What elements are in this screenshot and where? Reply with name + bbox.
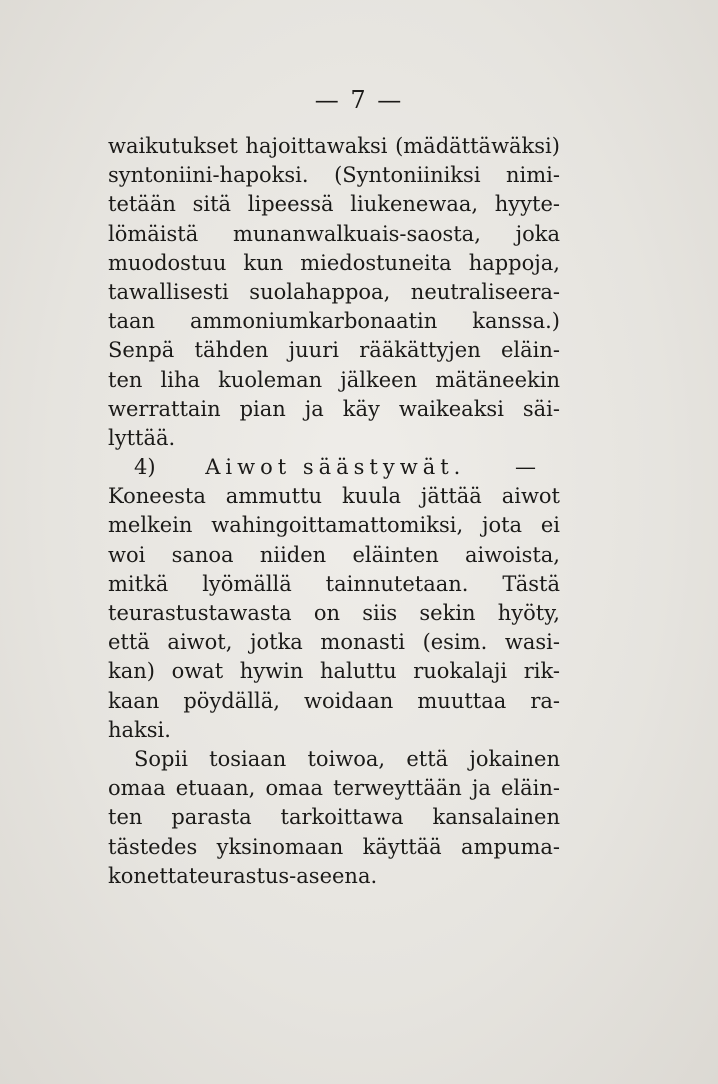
word: lipeessä [247, 192, 334, 217]
word: — [515, 455, 536, 480]
word: siis [362, 601, 398, 625]
word: Senpä [108, 338, 175, 363]
text-line [108, 745, 560, 774]
word: ammoniumkarbonaatin [190, 309, 438, 334]
word: miedostuneita [300, 250, 452, 275]
text-line [108, 687, 560, 716]
text-line [108, 453, 560, 482]
word: tawallisesti [108, 279, 229, 304]
word: wahingoittamattomiksi, [211, 513, 464, 538]
text-line [108, 657, 560, 686]
word: ei [540, 513, 560, 538]
word: käyttää [362, 834, 442, 859]
word: omaa [108, 776, 166, 801]
word: monasti [320, 630, 405, 655]
word: Aiwot säästywät. [205, 455, 466, 480]
word: parasta [171, 805, 252, 830]
word: ten [108, 367, 143, 392]
word: lyömällä [202, 571, 292, 596]
word: ja [304, 396, 324, 421]
word: tarkoittawa [280, 805, 404, 830]
word: mitkä [108, 571, 169, 596]
word: etuaan, [175, 776, 256, 801]
word: kan) [108, 659, 155, 684]
word: mätäneekin [435, 367, 560, 392]
text-line [108, 220, 560, 249]
word: wasi- [504, 630, 560, 655]
word: hywin [239, 659, 304, 684]
text-line [108, 366, 560, 395]
text-line [108, 249, 560, 278]
text-line [108, 336, 560, 365]
word: neutraliseera- [410, 279, 560, 304]
text-line [108, 541, 560, 570]
word: joka [515, 221, 560, 246]
word: Koneesta [108, 484, 206, 509]
word: ruokalaji [413, 659, 508, 684]
word: yksinomaan [216, 834, 344, 859]
page-number: — 7 — [314, 86, 404, 114]
word: teurastus-aseena. [188, 863, 378, 888]
word: jokainen [469, 746, 560, 771]
word: kanssa.) [472, 309, 560, 334]
word: lömäistä [108, 221, 199, 246]
word: aiwot [501, 484, 560, 509]
word: eläin- [500, 776, 560, 801]
word: happoja, [468, 250, 560, 275]
word: liukenewaa, [350, 192, 479, 217]
word: owat [171, 659, 224, 684]
word: kuula [341, 484, 401, 509]
word: woidaan [303, 688, 394, 713]
word: että [406, 746, 449, 771]
word: werrattain [108, 396, 221, 421]
word: ja [471, 776, 491, 801]
word: eläinten [352, 542, 439, 567]
word: 4) [134, 455, 156, 480]
word: jättää [420, 484, 482, 509]
text-line [108, 862, 560, 891]
word: sitä [192, 192, 232, 217]
word: pöydällä, [183, 688, 280, 713]
word: Tästä [502, 571, 560, 596]
word: hajoittawaksi [245, 134, 388, 158]
word: tainnutetaan. [325, 571, 469, 596]
word: niiden [259, 542, 327, 567]
word: haluttu [319, 659, 397, 684]
word: nimi- [506, 163, 560, 188]
word: pian [239, 396, 286, 421]
word: sanoa [171, 542, 234, 567]
text-line [108, 833, 560, 862]
word: säi- [522, 396, 560, 421]
word: rääkättyjen [359, 338, 481, 363]
word: että [108, 630, 150, 655]
word: tosiaan [209, 746, 287, 771]
word: suolahappoa, [249, 279, 391, 304]
word: juuri [288, 338, 339, 363]
text-line [108, 716, 560, 745]
text-line [108, 132, 560, 161]
word: terweyttään [333, 776, 462, 801]
word: konetta [108, 863, 189, 888]
word: teurastustawasta [108, 601, 292, 625]
word: Sopii [134, 746, 188, 771]
word: rik- [523, 659, 560, 684]
text-line [108, 395, 560, 424]
word: hyyte- [494, 192, 560, 217]
word: ten [108, 805, 143, 830]
word: kun [243, 250, 284, 275]
word: taan [108, 309, 156, 334]
word: aiwoista, [465, 542, 560, 567]
word: jälkeen [340, 367, 418, 392]
text-line [108, 161, 560, 190]
text-line [108, 774, 560, 803]
word: muodostuu [108, 250, 227, 275]
word: ra- [530, 688, 560, 713]
text-line [108, 599, 560, 628]
word: tähden [194, 338, 269, 363]
word: jotka [249, 630, 303, 655]
word: liha [160, 367, 201, 392]
word: lyttää. [108, 425, 176, 450]
word: syntoniini-hapoksi. [108, 163, 309, 188]
word: sekin [419, 601, 476, 625]
word: aiwot, [167, 630, 233, 655]
word: (Syntoniiniksi [334, 163, 481, 188]
word: kaan [108, 688, 160, 713]
word: muuttaa [417, 688, 507, 713]
word: eläin- [500, 338, 560, 363]
text-line [108, 803, 560, 832]
word: munanwalkuais-saosta, [232, 221, 481, 246]
word: kansalainen [432, 805, 560, 830]
text-line [108, 307, 560, 336]
word: ampuma- [461, 834, 560, 859]
word: tetään [108, 192, 176, 217]
text-line [108, 482, 560, 511]
word: woi [108, 542, 146, 567]
word: on [313, 601, 341, 625]
body-text [108, 132, 560, 891]
text-line [108, 190, 560, 219]
word: (mädättäwäksi) [395, 134, 560, 158]
word: (esim. [422, 630, 488, 655]
word: melkein [108, 513, 193, 538]
word: kuoleman [218, 367, 323, 392]
word: hyöty, [497, 601, 560, 625]
text-line [108, 278, 560, 307]
word: tästedes [108, 834, 198, 859]
word: käy [342, 396, 380, 421]
word: toiwoa, [307, 746, 386, 771]
word: haksi. [108, 717, 171, 742]
word: waikutukset [108, 134, 238, 158]
word: waikeaksi [398, 396, 504, 421]
word: jota [481, 513, 523, 538]
text-line [108, 511, 560, 540]
word: omaa [265, 776, 324, 801]
text-line [108, 570, 560, 599]
word: ammuttu [225, 484, 323, 509]
text-line [108, 424, 560, 453]
text-line [108, 628, 560, 657]
